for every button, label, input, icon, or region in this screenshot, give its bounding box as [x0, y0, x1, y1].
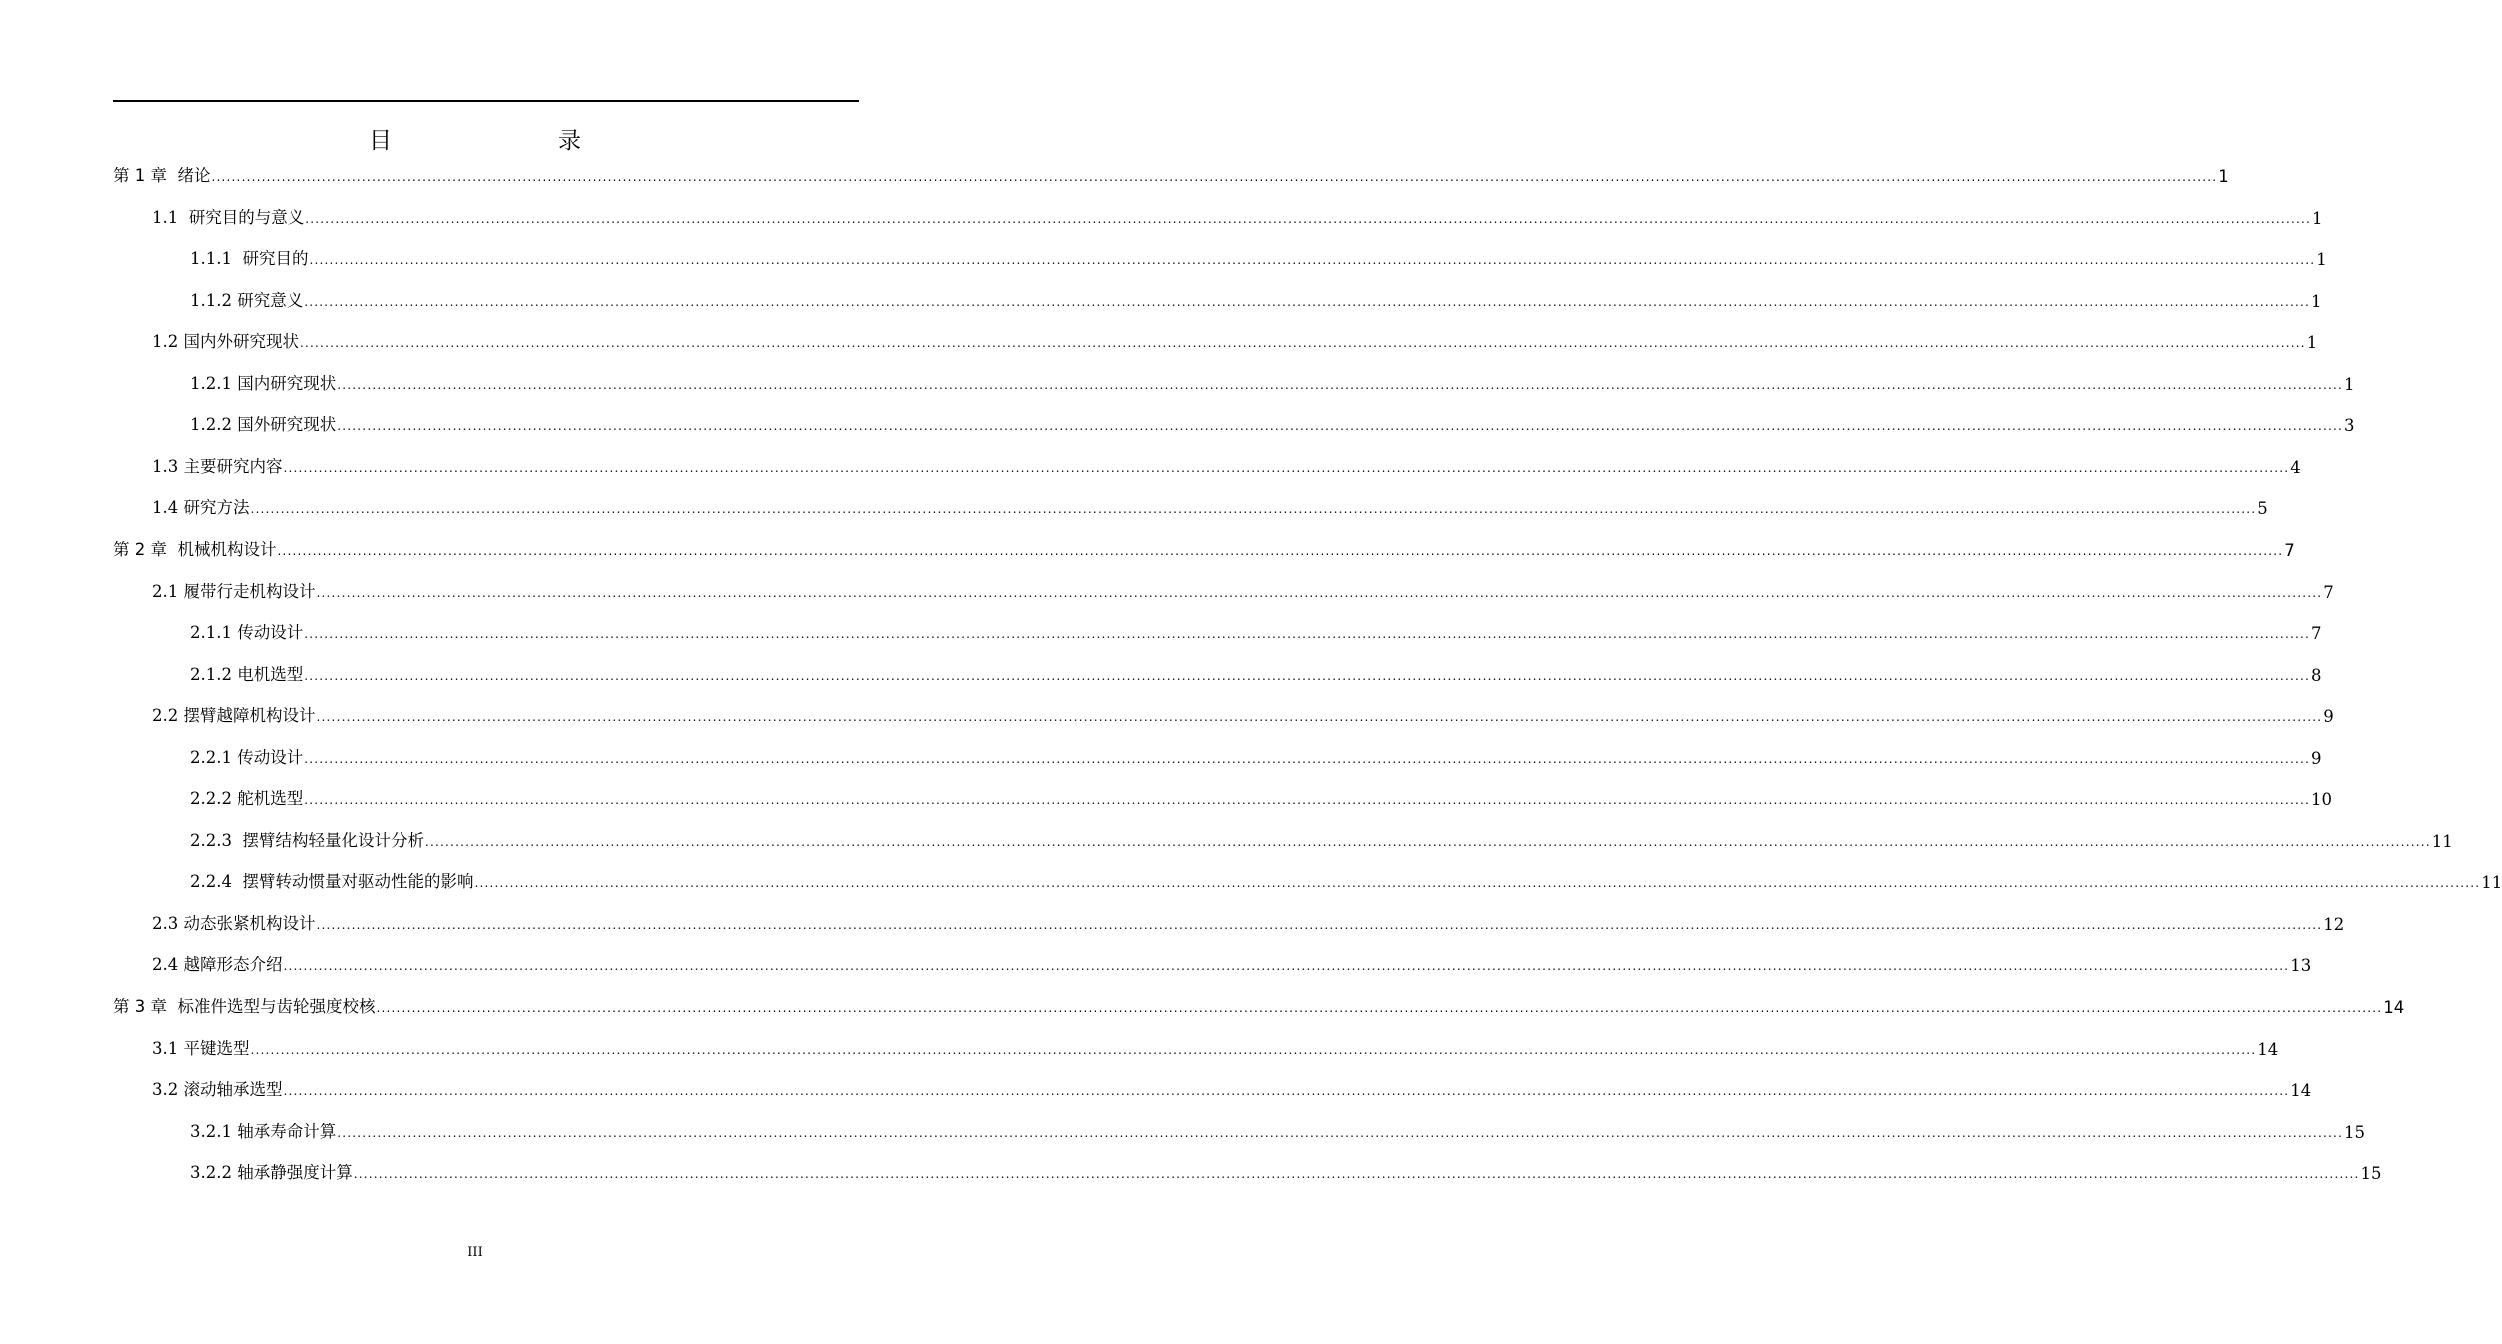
- toc-entry-page: 14: [2383, 998, 2405, 1017]
- toc-entry[interactable]: [190, 827, 2453, 851]
- toc-dot-leader: ................................................................................................................................................................................................................................................................................................................................................................................................................: [283, 460, 2290, 475]
- toc-entry[interactable]: [152, 204, 2323, 228]
- header-rule: [113, 100, 859, 102]
- toc-entry-page: 7: [2323, 582, 2334, 602]
- toc-entry-label: 3.2 滚动轴承选型: [152, 1080, 283, 1100]
- toc-dot-leader: ................................................................................................................................................................................................................................................................................................................................................................................................................: [304, 751, 2311, 766]
- toc-entry[interactable]: [190, 619, 2322, 644]
- toc-dot-leader: ................................................................................................................................................................................................................................................................................................................................................................................................................: [353, 1167, 2360, 1182]
- toc-entry[interactable]: [152, 702, 2334, 727]
- toc-entry-page: 14: [2257, 1039, 2279, 1059]
- toc-entry-page: 13: [2290, 956, 2312, 976]
- toc-entry-label: 2.1 履带行走机构设计: [152, 581, 316, 601]
- toc-dot-leader: ................................................................................................................................................................................................................................................................................................................................................................................................................: [309, 253, 2316, 268]
- toc-entry-page: 15: [2360, 1164, 2382, 1184]
- toc-entry-label: 2.2.4 摆臂转动惯量对驱动性能的影响: [190, 872, 474, 892]
- toc-entry[interactable]: [190, 245, 2327, 270]
- toc-entry-page: 15: [2344, 1122, 2366, 1142]
- toc-dot-leader: ................................................................................................................................................................................................................................................................................................................................................................................................................: [250, 502, 2257, 517]
- toc-dot-leader: ................................................................................................................................................................................................................................................................................................................................................................................................................: [300, 336, 2306, 351]
- toc-dot-leader: ................................................................................................................................................................................................................................................................................................................................................................................................................: [474, 876, 2481, 891]
- toc-dot-leader: ................................................................................................................................................................................................................................................................................................................................................................................................................: [250, 1042, 2257, 1057]
- toc-entry-label: 1.1 研究目的与意义: [152, 207, 305, 227]
- toc-entry-label: 2.2.3 摆臂结构轻量化设计分析: [190, 830, 424, 850]
- toc-entry-label: 2.2 摆臂越障机构设计: [152, 706, 316, 726]
- toc-entry-label: 第 3 章 标准件选型与齿轮强度校核: [113, 997, 376, 1016]
- toc-entry[interactable]: [190, 785, 2333, 810]
- toc-entry-page: 1: [2218, 167, 2229, 186]
- toc-dot-leader: ................................................................................................................................................................................................................................................................................................................................................................................................................: [316, 710, 2323, 725]
- toc-entry-label: 2.2.2 舵机选型: [190, 789, 304, 809]
- toc-entry-page: 7: [2311, 624, 2322, 644]
- toc-entry-label: 2.1.1 传动设计: [190, 623, 304, 643]
- toc-dot-leader: ................................................................................................................................................................................................................................................................................................................................................................................................................: [316, 917, 2323, 932]
- toc-dot-leader: ................................................................................................................................................................................................................................................................................................................................................................................................................: [337, 377, 2344, 392]
- toc-entry-label: 1.1.1 研究目的: [190, 249, 309, 269]
- toc-entry[interactable]: [152, 328, 2318, 353]
- toc-entry-page: 9: [2323, 707, 2334, 727]
- toc-entry-label: 2.2.1 传动设计: [190, 747, 304, 767]
- toc-entry-page: 8: [2311, 665, 2322, 685]
- toc-entry-label: 1.1.2 研究意义: [190, 290, 304, 310]
- toc-entry-label: 第 1 章 绪论: [113, 166, 211, 185]
- toc-entry[interactable]: [190, 744, 2322, 768]
- toc-dot-leader: ................................................................................................................................................................................................................................................................................................................................................................................................................: [337, 419, 2344, 434]
- toc-entry[interactable]: [113, 162, 2229, 186]
- toc-entry[interactable]: [113, 993, 2405, 1017]
- toc-dot-leader: ................................................................................................................................................................................................................................................................................................................................................................................................................: [304, 627, 2311, 642]
- toc-entry[interactable]: [190, 411, 2355, 436]
- toc-entry[interactable]: [190, 1159, 2382, 1184]
- toc-entry-page: 1: [2312, 208, 2323, 228]
- toc-entry[interactable]: [113, 536, 2295, 560]
- toc-entry-label: 3.2.2 轴承静强度计算: [190, 1163, 353, 1183]
- toc-entry-label: 第 2 章 机械机构设计: [113, 539, 277, 559]
- toc-dot-leader: ................................................................................................................................................................................................................................................................................................................................................................................................................: [304, 793, 2311, 808]
- toc-entry-page: 10: [2311, 790, 2333, 810]
- toc-entry-page: 7: [2284, 540, 2295, 560]
- toc-entry-page: 12: [2323, 914, 2345, 934]
- toc-entry[interactable]: [152, 1035, 2279, 1059]
- toc-entry[interactable]: [152, 453, 2301, 477]
- toc-entry-label: 2.4 越障形态介绍: [152, 955, 283, 975]
- toc-dot-leader: ................................................................................................................................................................................................................................................................................................................................................................................................................: [337, 1125, 2344, 1140]
- toc-entry-label: 1.3 主要研究内容: [152, 456, 283, 476]
- toc-entry-label: 1.2.2 国外研究现状: [190, 415, 337, 435]
- toc-dot-leader: ................................................................................................................................................................................................................................................................................................................................................................................................................: [316, 585, 2323, 600]
- toc-entry[interactable]: [152, 951, 2312, 976]
- toc-entry-page: 4: [2290, 457, 2301, 477]
- toc-dot-leader: ................................................................................................................................................................................................................................................................................................................................................................................................................: [211, 170, 2218, 184]
- toc-entry[interactable]: [190, 370, 2355, 394]
- toc-entry-page: 1: [2306, 333, 2318, 353]
- toc-dot-leader: ................................................................................................................................................................................................................................................................................................................................................................................................................: [376, 1001, 2383, 1015]
- toc-entry-label: 3.1 平键选型: [152, 1038, 250, 1058]
- toc-entry-page: 11: [2481, 873, 2502, 893]
- toc-entry-page: 1: [2311, 291, 2322, 311]
- toc-entry[interactable]: [152, 1076, 2312, 1101]
- toc-dot-leader: ................................................................................................................................................................................................................................................................................................................................................................................................................: [424, 834, 2431, 849]
- toc-entry-label: 1.2 国内外研究现状: [152, 332, 299, 352]
- toc-entry[interactable]: [152, 494, 2268, 519]
- toc-entry[interactable]: [152, 578, 2334, 602]
- toc-entry-page: 9: [2311, 748, 2322, 768]
- toc-dot-leader: ................................................................................................................................................................................................................................................................................................................................................................................................................: [305, 211, 2312, 226]
- toc-title: 目 录: [369, 128, 621, 154]
- toc-entry-page: 14: [2290, 1081, 2312, 1101]
- toc-entry-page: 3: [2344, 416, 2355, 436]
- toc-entry-label: 2.3 动态张紧机构设计: [152, 913, 316, 933]
- toc-entry-page: 1: [2316, 250, 2327, 270]
- toc-entry-label: 3.2.1 轴承寿命计算: [190, 1121, 337, 1141]
- toc-entry[interactable]: [152, 910, 2345, 934]
- toc-dot-leader: ................................................................................................................................................................................................................................................................................................................................................................................................................: [304, 294, 2311, 309]
- toc-entry-page: 1: [2344, 374, 2355, 394]
- page-number: III: [467, 1245, 483, 1260]
- toc-entry[interactable]: [190, 1118, 2366, 1142]
- toc-entry-page: 11: [2431, 831, 2453, 851]
- toc-entry-label: 2.1.2 电机选型: [190, 664, 304, 684]
- toc-entry-label: 1.2.1 国内研究现状: [190, 373, 337, 393]
- toc-entry[interactable]: [190, 661, 2322, 685]
- toc-entry-page: 5: [2257, 499, 2268, 519]
- toc-entry[interactable]: [190, 287, 2322, 311]
- toc-entry[interactable]: [190, 868, 2502, 893]
- toc-entry-label: 1.4 研究方法: [152, 498, 250, 518]
- toc-dot-leader: ................................................................................................................................................................................................................................................................................................................................................................................................................: [304, 668, 2311, 683]
- toc-dot-leader: ................................................................................................................................................................................................................................................................................................................................................................................................................: [277, 543, 2284, 558]
- toc-dot-leader: ................................................................................................................................................................................................................................................................................................................................................................................................................: [283, 1084, 2290, 1099]
- toc-dot-leader: ................................................................................................................................................................................................................................................................................................................................................................................................................: [283, 959, 2290, 974]
